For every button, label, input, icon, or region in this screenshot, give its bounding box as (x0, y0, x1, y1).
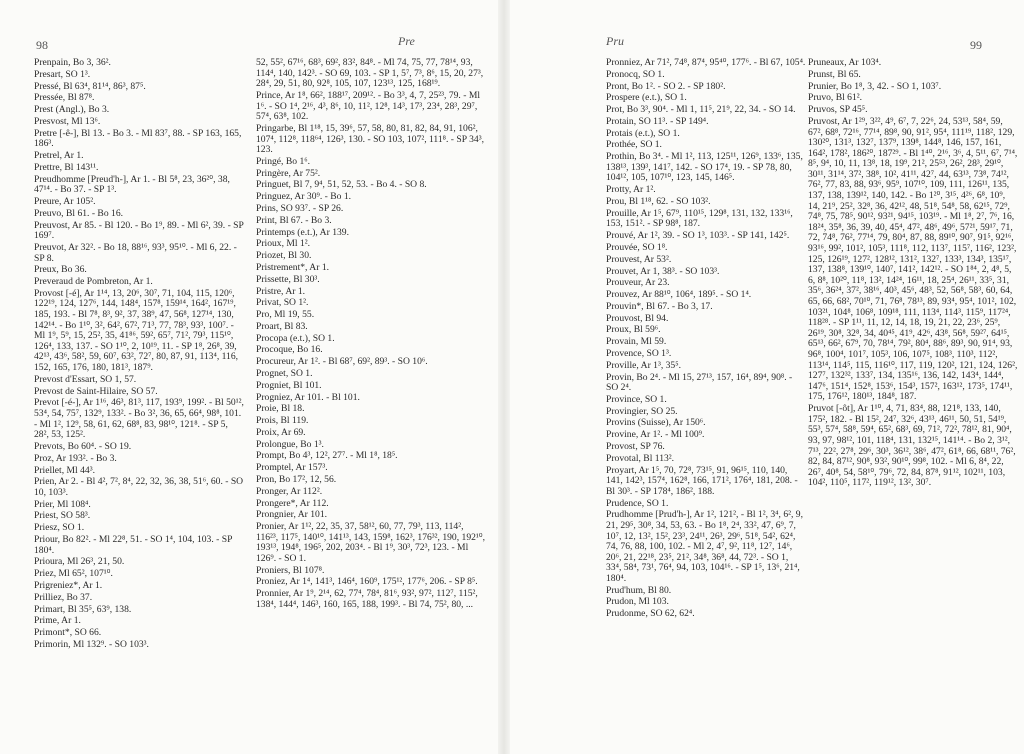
index-entry: Prognet, SO 1. (256, 367, 313, 379)
index-entry: Pressée, Bl 87⁸. (34, 92, 95, 104)
index-entry: Protty, Ar 1². (606, 184, 656, 196)
index-entry: Protain, SO 11³. - SP 149⁴. (606, 115, 709, 127)
index-entry: Procopa (e.t.), SO 1. (256, 332, 335, 344)
index-entry: Provence, SO 1³. (606, 347, 672, 359)
index-entry: Pringarbe, Bl 1¹⁸, 15, 39⁶, 57, 58, 80, 81, 82, 84, 91, 106², 107⁴, 112⁸, 118⁶⁴, 126³, 130. - SO 103, 107², 111⁸. - SP 34³, 123. (256, 122, 484, 156)
index-entry: Proux, Bl 59⁶. (606, 324, 661, 336)
index-entry: Prudhomme [Prud'h-], Ar 1², 121², - Bl 1², 3⁴, 6², 9, 21, 29⁵, 30⁸, 34, 53, 63. - Bo 1⁸, 2⁴, 33², 47, 6⁹, 7, 10⁷, 12, 13², 15², 23³, 24¹¹, 26³, 29⁶, 51⁸, 54², 62⁴, 74, 76, 88, 100, 102. - Ml 2, 4⁷, 9², 11⁸, 12⁷, 14⁶, 20⁶, 21, 22¹⁸, 23⁵, 21², 34⁸, 36⁸, 44, 72³. - SO 1, 33⁴, 58⁴, 73¹, 76⁴, 94, 103, 104¹⁶. - SP 1⁵, 13⁶, 21⁴, 180⁴. (606, 509, 803, 584)
index-entry: Preure, Ar 105². (34, 196, 96, 207)
index-entry: Provin, Bo 2⁴. - Ml 15, 27¹³, 157, 16⁴, 89⁴, 90⁸. - SO 2⁴. (606, 371, 793, 394)
index-entry: Priez, Ml 65², 107¹⁰. (34, 568, 113, 580)
index-entry: Preudhomme [Preud'h-], Ar 1. - Bl 5⁸, 23, 36²⁰, 38, 47¹⁴. - Bo 37. - SP 1³. (34, 173, 230, 196)
index-entry: Prince, Ar 1⁸, 66², 188¹⁷, 209¹². - Bo 3³, 4, 7, 25²³, 79. - Ml 1⁶. - SO 1⁴, 2¹⁶, 4³, 8⁶, 10, 11², 12⁸, 14³, 17³, 23⁴, 28³, 29⁷, 57⁴, 63⁸, 102. (256, 89, 481, 123)
index-entry: Protais (e.t.), SO 1. (606, 127, 680, 139)
index-entry: Prilliez, Bo 37. (34, 591, 93, 603)
index-entry: Pruneaux, Ar 103⁴. (808, 57, 882, 68)
index-column (256, 58, 488, 612)
index-entry: Proix, Ar 69. (256, 426, 306, 438)
index-entry: Provain, Ml 59. (606, 336, 667, 348)
index-entry: Provins (Suisse), Ar 150⁶. (606, 417, 706, 429)
index-entry: Pretrel, Ar 1. (34, 150, 84, 162)
index-entry: Print, Bl 67. - Bo 3. (256, 214, 332, 226)
right-page (508, 0, 1024, 754)
index-entry: Prier, Ml 108⁴. (34, 498, 91, 510)
index-entry: Prevot [-é-], Ar 1¹⁶, 46³, 81³, 117, 193⁹, 199². - Bl 50¹², 53⁴, 54, 75⁷, 132⁹, 133². - Bo 3², 36, 65, 66⁴, 98⁸, 101. - Ml 1², 12⁹, 58, 61, 62, 68⁸, 83, 98¹⁰, 121⁸. - SP 5, 28², 53, 125². (34, 397, 244, 441)
index-entry: Prongere*, Ar 112. (256, 497, 329, 509)
page-number: 99 (970, 38, 982, 52)
index-entry: Pringère, Ar 75². (256, 167, 321, 179)
index-entry: Prothin, Bo 3⁴. - Ml 1², 113, 125¹¹, 126⁹, 133⁶, 135, 138¹³, 139³, 141⁷, 142. - SO 17⁴, 19. - SP 78, 80, 104¹², 105, 107¹⁰, 123, 145, 146⁵. (606, 151, 803, 184)
index-entry: Provotal, Bl 113². (606, 452, 675, 464)
index-entry: Pronnier, Ar 1⁹, 2¹⁴, 62, 77⁴, 78⁴, 81⁶, 93², 97², 112⁷, 115², 138⁴, 144⁴, 146³, 160, 165, 188, 199³. - Bl 74, 75², 80, ... (256, 588, 478, 610)
index-entry: Provingier, SO 25. (606, 405, 678, 417)
index-entry: Prou, Bl 1¹⁸, 62. - SO 103². (606, 196, 711, 207)
index-column (34, 58, 244, 652)
index-entry: Pringé, Bo 1⁶. (256, 155, 310, 167)
index-entry: Procureur, Ar 1². - Bl 68⁷, 69², 89³. - SO 10⁶. (256, 356, 428, 368)
index-entry: Pristrement*, Ar 1. (256, 261, 330, 273)
index-entry: Prigreniez*, Ar 1. (34, 579, 103, 591)
index-entry: Prissette, Bl 30³. (256, 273, 320, 285)
index-entry: Priesz, SO 1. (34, 522, 85, 534)
index-entry: Prolongue, Bo 1³. (256, 438, 324, 450)
index-entry: Priour, Bo 82². - Ml 22⁸, 51. - SO 1⁴, 104, 103. - SP 180⁴. (34, 534, 233, 556)
index-entry: Prest (Angl.), Bo 3. (34, 104, 110, 116)
index-entry: Proniez, Ar 1⁴, 141³, 146⁴, 160⁹, 175¹², 177⁶, 206. - SP 8⁵. (256, 576, 478, 588)
index-entry: Prioux, Ml 1². (256, 238, 311, 250)
page-number: 98 (36, 38, 48, 52)
index-entry: Prois, Bl 119. (256, 415, 309, 427)
index-entry: Pruvos, SP 45⁵. (808, 104, 868, 116)
index-entry: Prime, Ar 1. (34, 615, 81, 627)
index-entry: Preuvo, Bl 61. - Bo 16. (34, 207, 124, 219)
index-entry: Prouvée, SO 1⁸. (606, 241, 668, 253)
running-header: Pre (398, 34, 415, 48)
index-entry: Pretre [-ê-], Bl 13. - Bo 3. - Ml 83⁷, 88. - SP 163, 165, 186³. (34, 127, 242, 150)
index-entry: Prevost d'Essart, SO 1, 57. (34, 373, 137, 385)
index-entry: Prudence, SO 1. (606, 497, 669, 509)
index-entry: Prouvest, Ar 53². (606, 253, 672, 265)
index-entry: Presart, SO 1³. (34, 68, 91, 80)
running-header: Pru (606, 34, 624, 48)
index-entry: Prouvost, Bl 94. (606, 312, 669, 324)
index-entry: Prevost de Saint-Hilaire, SO 57. (34, 385, 158, 397)
index-entry: Preux, Bo 36. (34, 264, 87, 276)
index-entry: Prot, Bo 3³, 90⁴. - Ml 1, 11⁵, 21⁹, 22, 34. - SO 14. (606, 104, 796, 116)
index-entry: Promptel, Ar 157³. (256, 462, 328, 474)
index-entry: Provine, Ar 1². - Ml 100⁹. (606, 429, 705, 441)
index-entry: Provost [-é], Ar 1¹⁴, 13, 20⁶, 30⁷, 71, 104, 115, 120⁶, 122¹⁹, 124, 127⁶, 144, 148⁴, 157⁸, 159¹⁴, 164², 167¹⁹, 185, 193. - Bl 7⁸, 8³, 9², 37, 38⁹, 47, 56⁸, 127¹⁴, 130, 142¹⁴. - Bo 1¹⁰, 3², 64², 67², 71³, 77, 78³, 93³, 100⁷. - Ml 1⁹, 5⁹, 15, 25², 35, 41⁸⁶, 59², 65⁷, 71², 79³, 115¹⁰, 126⁴, 133, 137. - SO 1¹⁰, 2, 10¹⁹, 11. - SP 1⁸, 26⁸, 39, 42¹³, 43⁶, 58², 59, 60⁷, 63², 72⁷, 80, 87, 91, 113⁴, 116, 152, 165, 176, 180, 181³, 187⁹. (34, 287, 239, 374)
index-entry: Preuvot, Ar 32². - Bo 18, 88¹⁶, 93³, 95¹⁰. - Ml 6, 22. - SP 8. (34, 241, 237, 264)
index-entry: Pressé, Bl 63⁴, 81¹⁴, 86³, 87⁵. (34, 80, 146, 92)
index-entry: Priellet, Ml 44³. (34, 464, 95, 476)
index-entry: Pron, Bo 17², 12, 56. (256, 474, 337, 485)
index-entry: 52, 55², 67¹⁶, 68³, 69², 83², 84⁸. - Ml 74, 75, 77, 78¹⁴, 93, 114⁴, 140, 142³. - SO 69, 103. - SP 1, 5⁷, 7³, 8⁶, 15, 20, 27³, 28⁴, 29, 51, 80, 92⁸, 105, 107, 123¹³, 125, 168¹⁹. (256, 57, 484, 90)
index-entry: Presvost, Ml 13⁶. (34, 115, 101, 127)
index-entry: Prouille, Ar 1⁵, 67⁹, 110¹⁵, 129⁸, 131, 132, 133¹⁶, 153, 151². - SP 98⁸, 187. (606, 207, 793, 230)
index-entry: Primorin, Ml 132⁹. - SO 103³. (34, 638, 149, 650)
index-entry: Primont*, SO 66. (34, 627, 102, 639)
index-entry: Priest, SO 58³. (34, 510, 91, 522)
index-entry: Pronger, Ar 112². (256, 485, 323, 497)
index-entry: Prunst, Bl 65. (808, 68, 861, 80)
index-entry: Prettre, Bl 143¹¹. (34, 161, 99, 173)
index-entry: Priozet, Bl 30. (256, 250, 312, 262)
index-column (808, 58, 1018, 490)
index-entry: Proart, Bl 83. (256, 320, 308, 332)
index-entry: Prins, SO 93⁷. - SP 26. (256, 203, 344, 215)
index-entry: Pront, Bo 1². - SO 2. - SP 180². (606, 80, 726, 92)
index-entry: Proie, Bl 18. (256, 403, 305, 415)
index-entry: Prospere (e.t.), SO 1. (606, 92, 687, 104)
index-entry: Pro, Ml 19, 55. (256, 309, 315, 321)
index-entry: Prouveur, Ar 23. (606, 277, 670, 289)
index-entry: Procoque, Bo 16. (256, 344, 323, 356)
index-entry: Prien, Ar 2. - Bl 4², 7², 8⁴, 22, 32, 36, 38, 51⁶, 60. - SO 10, 103³. (34, 476, 244, 498)
index-entry: Pringuez, Ar 30⁹. - Bo 1. (256, 191, 352, 203)
index-entry: Prunier, Bo 1⁸, 3, 42. - SO 1, 103⁷. (808, 80, 942, 92)
index-entry: Printemps (e.t.), Ar 139. (256, 226, 349, 238)
index-entry: Prudon, Ml 103. (606, 596, 669, 608)
left-page (0, 0, 500, 754)
index-entry: Pruvot [-ôt], Ar 1¹⁰, 4, 71, 83⁴, 88, 121⁸, 133, 140, 175², 182. - Bl 15², 24⁷, 32⁶, 43¹³, 46¹¹, 50, 51, 54¹⁹, 55³, 57⁴, 58⁸, 59⁴, 65², 68³, 69, 71², 72², 78¹², 81, 90⁴, 93, 97, 98¹², 101, 118⁴, 131, 132¹⁵, 141¹⁴. - Bo 2, 3¹², 7¹³, 22², 27⁸, 29⁶, 30³, 36¹², 38⁶, 47², 61⁸, 66, 68¹¹, 76², 82, 84, 87¹², 90⁸, 93², 90¹⁰, 99⁸, 102. - Ml 6, 8⁴, 22, 26⁷, 40⁸, 54, 58¹⁰, 79⁶, 72, 84, 87⁸, 91¹², 102¹¹, 103, 104², 110⁵, 117², 119¹², 13², 30⁷. (808, 403, 1016, 489)
index-entry: Prevots, Bo 60⁴. - SO 19. (34, 440, 132, 452)
index-entry: Prouvé, Ar 1², 39. - SO 1³, 103³. - SP 141, 142⁵. (606, 230, 790, 242)
index-entry: Prongnier, Ar 101. (256, 509, 328, 521)
index-entry: Privat, SO 1². (256, 297, 309, 309)
index-entry: Prioura, Ml 26³, 21, 50. (34, 556, 125, 568)
index-entry: Prouvet, Ar 1, 38³. - SO 103³. (606, 265, 720, 277)
index-entry: Pristre, Ar 1. (256, 285, 306, 297)
index-entry: Pronocq, SO 1. (606, 68, 665, 80)
index-entry: Provost, SP 76. (606, 441, 665, 453)
index-entry: Proniers, Bl 107⁸. (256, 564, 325, 576)
index-entry: Pronniez, Ar 71², 74⁸, 87⁴, 95⁴⁰, 177⁶. - Bl 67, 105⁴. (606, 57, 806, 68)
index-entry: Prud'hum, Bl 80. (606, 584, 672, 596)
index-entry: Primart, Bl 35⁵, 63⁹, 138. (34, 603, 132, 615)
index-entry: Progniet, Bl 101. (256, 379, 322, 391)
index-entry: Preuvost, Ar 85. - Bl 120. - Bo 1⁹, 89. - Ml 6², 39. - SP 169⁷. (34, 219, 244, 242)
index-entry: Pringuet, Bl 7, 9⁴, 51, 52, 53. - Bo 4. - SO 8. (256, 179, 427, 191)
index-entry: Proyart, Ar 1⁵, 70, 72⁸, 73¹⁵, 91, 96¹⁵, 110, 140, 141, 142³, 157⁴, 162⁸, 166, 171², 176⁴, 181, 208. - Bl 30³. - SP 178⁴, 186², 188. (606, 464, 798, 497)
index-entry: Proz, Ar 193². - Bo 3. (34, 452, 117, 464)
index-entry: Prudonme, SO 62, 62⁴. (606, 608, 695, 620)
index-entry: Pronier, Ar 1¹², 22, 35, 37, 58¹², 60, 77, 79³, 113, 114², 116²³, 117⁵, 140¹⁰, 141¹³, 143, 159⁸, 162³, 176³², 190, 192¹⁰, 193¹³, 194⁸, 196⁵, 202, 203⁴. - Bl 1⁹, 30³, 72³, 123. - Ml 126⁹. - SO 1. (256, 521, 486, 564)
index-entry: Province, SO 1. (606, 393, 667, 405)
index-entry: Preveraud de Pombreton, Ar 1. (34, 276, 153, 288)
index-entry: Prothée, SO 1. (606, 139, 662, 151)
index-entry: Prouvin*, Bl 67. - Bo 3, 17. (606, 300, 713, 312)
index-entry: Pruvost, Ar 1²⁹, 3²², 4⁹, 6⁷, 7, 22⁶, 24, 53¹³, 58⁴, 59, 67², 68⁸, 72¹⁶, 77¹⁴, 89⁸, 90, 91², 95⁴, 111¹⁹, 118², 129, 130²⁰, 131³, 132⁷, 137⁹, 139⁸, 144⁸, 146, 157, 161, 164², 178², 186²⁰, 187²⁹. - Bl 1⁴⁰, 2¹⁶, 3⁶, 4, 5¹¹, 6⁷, 7¹⁴, 8⁵, 9⁴, 10, 11, 13⁸, 18, 19⁹, 21², 25⁵³, 26², 28³, 29¹⁰, 30¹¹, 31¹⁴, 37², 38⁸, 10², 41¹¹, 42⁷, 44, 63¹³, 73⁸, 74¹², 76², 77, 83, 88, 93⁶, 95⁹, 107¹⁰, 109, 111, 126¹¹, 135, 137, 138, 139¹², 140, 142. - Bo 1²⁰, 3¹⁵, 4²⁶, 6⁸, 10⁹, 14, 21⁹, 25², 32⁸, 36, 42¹², 48, 51⁸, 54⁸, 58, 62¹⁵, 72⁹, 74⁸, 75, 78⁵, 90¹², 93²¹, 94¹⁵, 103¹⁹. - Ml 1⁸, 2⁷, 7⁶, 16, 18²⁴, 35⁸, 36, 39, 40, 45⁴, 47², 48⁶, 49⁶, 57²¹, 59¹⁷, 71, 72, 74⁸, 76², 77¹⁴, 79, 80⁴, 87, 88, 89¹⁰, 90⁷, 91⁵, 92¹⁶, 93¹⁶, 99², 101², 105³, 111⁸, 112, 113⁷, 115⁷, 116², 123², 125, 126¹⁹, 127², 128¹², 131², 132⁷, 133³, 134³, 135¹⁷, 137, 138⁸, 139¹⁰, 140⁷, 141², 142¹². - SO 1⁸⁴, 2, 4⁸, 5, 6, 8⁸, 10²⁰, 11⁸, 13², 14²⁴, 16¹¹, 18, 25⁴, 26¹¹, 33⁵, 31, 35⁶, 36²⁴, 37², 38¹⁶, 40³, 45⁶, 48³, 52, 56⁸, 58³, 60, 64, 65, 66, 68², 70¹⁰, 71, 76⁸, 78¹³, 89, 93⁴, 95⁴, 101², 102, 103²¹, 104⁸, 106⁸, 109¹⁸, 111, 113⁴, 114³, 115⁹, 117²⁴, 118²⁸. - SP 1¹¹, 11, 12, 14, 18, 19, 21, 22, 23⁶, 25⁹, 26¹⁹, 30⁸, 32⁸, 34, 40⁴⁵, 41⁹, 42⁶, 43⁸, 56⁸, 59²⁷, 64¹⁵, 65¹³, 66², 67⁹, 70, 78¹⁴, 79², 80⁴, 88⁶, 89³, 90, 91⁴, 93, 96⁸, 100⁴, 101⁷, 105³, 106, 107⁵, 108³, 110³, 112², 113¹⁴, 114⁵, 115, 116¹⁰, 117, 119, 120², 121, 124, 126², 127⁷, 132³², 133⁷, 134, 135¹⁶, 136, 142, 143⁴, 144⁴, 147⁶, 151⁴, 152⁸, 153⁶, 154³, 157², 163¹², 173⁵, 174¹¹, 175, 176¹², 180¹³, 184⁸, 187. (808, 115, 1018, 403)
index-entry: Pruvo, Bl 61². (808, 92, 863, 104)
index-column (606, 58, 806, 621)
index-entry: Prompt, Bo 4³, 12², 27⁷. - Ml 1⁸, 18⁵. (256, 450, 398, 462)
index-entry: Prouvez, Ar 88¹⁰, 106⁴, 189⁵. - SO 1⁴. (606, 289, 752, 301)
index-entry: Proville, Ar 1³, 35⁵. (606, 359, 681, 371)
index-entry: Progniez, Ar 101. - Bl 101. (256, 391, 360, 403)
index-entry: Prenpain, Bo 3, 36². (34, 57, 111, 68)
